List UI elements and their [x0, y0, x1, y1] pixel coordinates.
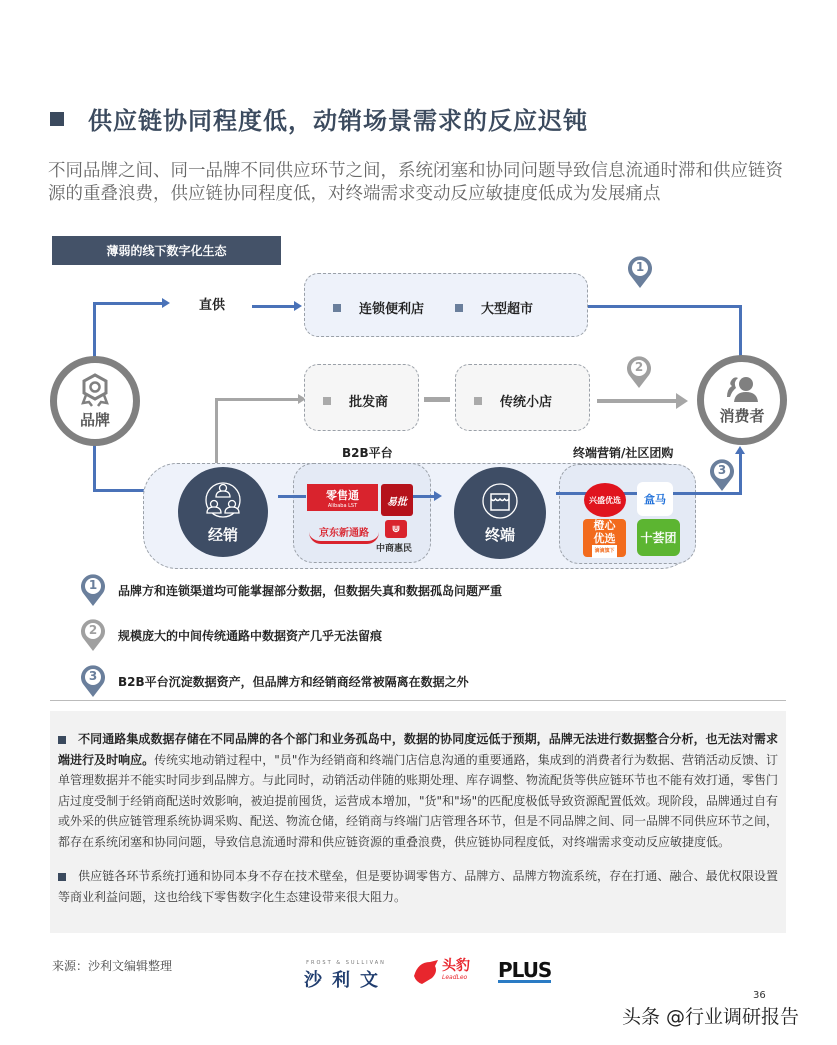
logo-leadleo: 头豹 LeadLeo: [412, 958, 470, 986]
brand-up-line: [93, 304, 96, 360]
pin-1-icon: 1: [627, 255, 653, 289]
arrow-head-icon: [162, 298, 170, 308]
bullet-icon: [455, 304, 463, 312]
brand-node: [50, 356, 140, 446]
terminal-node: [454, 467, 546, 559]
logo-shihuituan: 十荟团: [637, 519, 680, 556]
note-1: 1 品牌方和连锁渠道均可能掌握部分数据，但数据失真和数据孤岛问题严重: [80, 573, 502, 607]
community-up-line: [739, 452, 742, 495]
pin-2-icon: 2: [626, 355, 652, 389]
direct-supply-label: 直供: [199, 298, 226, 313]
box-item-convenience: 连锁便利店: [333, 298, 424, 317]
arrow-head-icon: [294, 301, 302, 311]
b2b-platform-label: B2B平台: [342, 446, 393, 460]
box-item-wholesale: 批发商: [323, 391, 388, 410]
arrow-head-icon: [735, 446, 745, 454]
chain-retail-box: [304, 273, 588, 337]
info-panel: [50, 711, 786, 933]
consumer-label: 消费者: [719, 406, 765, 425]
title-bullet-icon: [50, 112, 64, 126]
info-paragraph-2: 供应链各环节系统打通和协同本身不存在技术壁垒，但是要协调零售方、品牌方、品牌方物流系统，存在打通、融合、最优权限设置等商业利益问题，这也给线下零售数字化生态建设带来很大阻力。: [58, 869, 778, 904]
page-number: 36: [753, 990, 766, 1001]
section-divider: [50, 700, 786, 701]
watermark: 头条 @行业调研报告: [622, 1006, 800, 1028]
wholesale-box: [304, 364, 419, 431]
pin-3-icon: 3: [709, 458, 735, 492]
bullet-icon: [474, 397, 482, 405]
store-to-consumer-line: [597, 399, 677, 403]
bullet-icon: [333, 304, 341, 312]
brand-to-direct-line: [93, 302, 165, 305]
page-title-row: [50, 101, 588, 136]
brand-down-line: [93, 440, 96, 492]
ecosystem-banner: 薄弱的线下数字化生态: [52, 236, 281, 265]
note-2: 2 规模庞大的中间传统通路中数据资产几乎无法留痕: [80, 618, 382, 652]
bullet-icon: [58, 736, 66, 744]
distributor-up-line: [215, 399, 218, 465]
direct-to-retail-line: [252, 305, 296, 308]
distributor-label: 经销: [207, 525, 238, 544]
logo-yipi: 易批: [381, 484, 413, 516]
people-network-icon: [203, 480, 243, 520]
bullet-icon: [58, 873, 66, 881]
consumer-node: [697, 355, 787, 445]
logo-frost-sullivan: FROST & SULLIVAN 沙利文: [304, 960, 388, 991]
pin-1-icon: 1: [80, 573, 106, 607]
arrow-head-icon: [434, 491, 442, 501]
traditional-store-box: [455, 364, 590, 431]
page-title: 供应链协同程度低，动销场景需求的反应迟钝: [88, 107, 588, 135]
users-icon: [725, 375, 759, 403]
leopard-icon: [412, 958, 440, 986]
distributor-to-wholesale-line: [215, 398, 300, 401]
box-item-traditional-store: 传统小店: [474, 391, 552, 410]
arrow-head-icon: [676, 393, 688, 409]
source-note: 来源：沙利文编辑整理: [52, 959, 173, 973]
award-badge-icon: [80, 373, 110, 407]
terminal-marketing-label: 终端营销/社区团购: [573, 446, 674, 460]
logo-jd-xintonglu: 京东新通路: [309, 522, 379, 544]
b2b-to-terminal-line: [412, 495, 436, 498]
note-3: 3 B2B平台沉淀数据资产，但品牌方和经销商经常被隔离在数据之外: [80, 664, 469, 698]
info-paragraph-1: 不同通路集成数据存储在不同品牌的各个部门和业务孤岛中，数据的协同度远低于预期，品牌无法进行数据整合分析，也无法对需求端进行及时响应。传统实地动销过程中，"员"作为经销商和终端门店信息沟通的重要通路，集成到的消费者行为数据、营销活动反馈、订单管理数据并不能实时同步到品牌方。与此同时，动销活动伴随的账期处理、库存调整、物流配货等供应链环节也不能有效打通，零售门店过度受制于经销商配送时效影响，被迫提前囤货，运营成本增加，"货"和"场"的匹配度极低导致资源配置低效。现阶段，品牌通过自有或外采的供应链管理系统协调采购、配送、物流仓储，经销商与终端门店管理各环节，但是不同品牌之间、同一品牌不同供应环节之间，都存在系统闭塞和协同问题，导致信息流通时滞和供应链资源的重叠浪费，供应链协同程度低，对终端需求变动反应敏捷度低。: [58, 732, 779, 849]
pin-3-icon: 3: [80, 664, 106, 698]
distributor-to-b2b-line: [278, 495, 306, 498]
brand-label: 品牌: [79, 410, 110, 429]
pin-2-icon: 2: [80, 618, 106, 652]
logo-zhongshang-icon: ⋓: [385, 520, 407, 538]
retail-down-line: [739, 305, 742, 359]
retail-to-consumer-line: [588, 305, 742, 308]
logo-lingshoutong: 零售通 Alibaba LST: [307, 484, 378, 511]
bullet-icon: [323, 397, 331, 405]
distributor-node: [178, 467, 268, 557]
wholesale-to-store-line: [424, 397, 450, 402]
logo-xingsheng: 兴盛优选: [584, 483, 626, 517]
storefront-icon: [481, 482, 519, 520]
terminal-label: 终端: [484, 525, 515, 544]
logo-hema: 盒马: [637, 482, 673, 516]
page-subtitle: 不同品牌之间、同一品牌不同供应环节之间，系统闭塞和协同问题导致信息流通时滞和供应链资源的重叠浪费，供应链协同程度低，对终端需求变动反应敏捷度低成为发展痛点: [48, 161, 783, 204]
logo-plus: PLUS: [498, 958, 552, 982]
box-item-supermarket: 大型超市: [455, 298, 533, 317]
logo-chengxin: 橙心优选 滴滴旗下: [583, 519, 626, 557]
logo-zhongshang-label: 中商惠民: [376, 544, 413, 554]
